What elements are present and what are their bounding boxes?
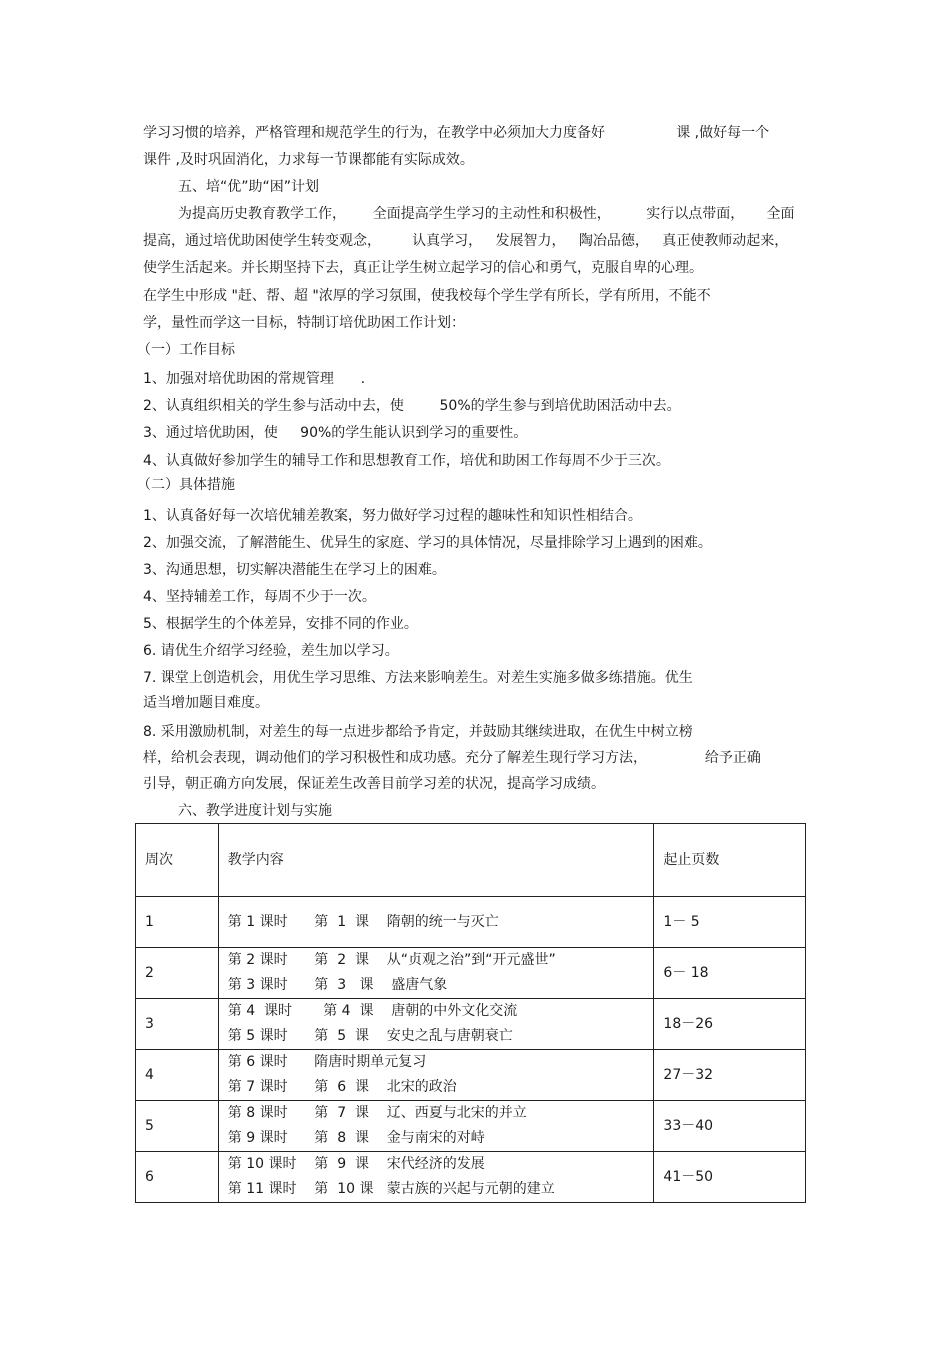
table-row <box>136 1050 806 1101</box>
lesson-line: 第 3 课时 第 3 课 盛唐气象 <box>227 977 448 993</box>
pages-cell: 1－ 5 <box>654 897 806 948</box>
lesson-line: 第 9 课时 第 8 课 金与南宋的对峙 <box>227 1130 485 1146</box>
list-item-continued: 适当增加题目难度。 <box>143 695 269 711</box>
paragraph-line: 提高，通过培优助困使学生转变观念， 认真学习， 发展智力， 陶冶品德， 真正使教师动起来， <box>143 233 789 249</box>
header-week: 周次 <box>136 824 219 897</box>
list-item: 3、通过培优助困，使 90%的学生能认识到学习的重要性。 <box>143 425 528 441</box>
paragraph-line: 课件 ,及时巩固消化，力求每一节课都能有实际成效。 <box>143 152 474 168</box>
content-cell <box>218 1050 654 1101</box>
paragraph-line: 学习习惯的培养，严格管理和规范学生的行为，在教学中必须加大力度备好 课 ,做好每一个 <box>143 125 770 141</box>
paragraph-line: 使学生活起来。并长期坚持下去，真正让学生树立起学习的信心和勇气，克服自卑的心理。 <box>143 260 703 276</box>
list-item: 7. 课堂上创造机会，用优生学习思维、方法来影响差生。对差生实施多做多练措施。优生 <box>143 670 693 686</box>
content-cell <box>218 999 654 1050</box>
pages-cell: 6－ 18 <box>654 948 806 999</box>
list-item: 8. 采用激励机制，对差生的每一点进步都给予肯定，并鼓励其继续进取，在优生中树立榜 <box>143 724 693 740</box>
week-cell: 1 <box>136 897 219 948</box>
list-item: 4、坚持辅差工作，每周不少于一次。 <box>143 589 376 605</box>
list-item: 1、认真备好每一次培优辅差教案，努力做好学习过程的趣味性和知识性相结合。 <box>143 508 642 524</box>
lesson-line: 第 4 课时 第 4 课 唐朝的中外文化交流 <box>227 1003 518 1019</box>
list-item-continued: 引导，朝正确方向发展，保证差生改善目前学习差的状况，提高学习成绩。 <box>143 776 605 792</box>
pages-cell: 18－26 <box>654 999 806 1050</box>
schedule-table <box>135 823 806 1203</box>
lesson-line: 第 11 课时 第 10 课 蒙古族的兴起与元朝的建立 <box>227 1181 555 1197</box>
pages-cell: 27－32 <box>654 1050 806 1101</box>
lesson-line: 第 10 课时 第 9 课 宋代经济的发展 <box>227 1156 485 1172</box>
paragraph-line: 学，量性而学这一目标，特制订培优助困工作计划： <box>143 315 465 331</box>
subsection-heading: （一）工作目标 <box>137 342 235 358</box>
week-cell: 5 <box>136 1101 219 1152</box>
pages-cell: 33－40 <box>654 1101 806 1152</box>
week-cell: 3 <box>136 999 219 1050</box>
table-row <box>136 999 806 1050</box>
list-item-continued: 样，给机会表现，调动他们的学习积极性和成功感。充分了解差生现行学习方法， 给予正确 <box>143 750 761 766</box>
paragraph-line: 在学生中形成 "赶、帮、超 "浓厚的学习氛围，使我校每个学生学有所长，学有所用，不能不 <box>143 288 711 304</box>
section-heading: 五、培“优”助“困”计划 <box>178 179 320 195</box>
lesson-line: 第 7 课时 第 6 课 北宋的政治 <box>227 1079 457 1095</box>
table-row <box>136 1152 806 1203</box>
list-item: 6. 请优生介绍学习经验，差生加以学习。 <box>143 643 399 659</box>
lesson-line: 第 6 课时 隋唐时期单元复习 <box>227 1054 427 1070</box>
week-cell: 6 <box>136 1152 219 1203</box>
lesson-line: 第 1 课时 第 1 课 隋朝的统一与灭亡 <box>227 913 499 930</box>
table-row <box>136 1101 806 1152</box>
header-pages: 起止页数 <box>654 824 806 897</box>
lesson-line: 第 8 课时 第 7 课 辽、西夏与北宋的并立 <box>227 1105 527 1121</box>
week-cell: 2 <box>136 948 219 999</box>
content-cell <box>218 1152 654 1203</box>
paragraph-line: 为提高历史教育教学工作， 全面提高学生学习的主动性和积极性， 实行以点带面， 全面 <box>178 206 795 222</box>
content-cell <box>218 1101 654 1152</box>
subsection-heading: （二）具体措施 <box>137 477 235 493</box>
table-row <box>136 948 806 999</box>
list-item: 3、沟通思想，切实解决潜能生在学习上的困难。 <box>143 562 446 578</box>
list-item: 2、认真组织相关的学生参与活动中去，使 50%的学生参与到培优助困活动中去。 <box>143 398 681 414</box>
list-item: 4、认真做好参加学生的辅导工作和思想教育工作，培优和助困工作每周不少于三次。 <box>143 453 670 469</box>
content-cell <box>218 897 654 948</box>
list-item: 1、加强对培优助困的常规管理 . <box>143 371 366 387</box>
table-header-row <box>136 824 806 897</box>
week-cell: 4 <box>136 1050 219 1101</box>
content-cell <box>218 948 654 999</box>
list-item: 5、根据学生的个体差异，安排不同的作业。 <box>143 616 418 632</box>
pages-cell: 41－50 <box>654 1152 806 1203</box>
section-heading: 六、教学进度计划与实施 <box>178 803 332 819</box>
header-content: 教学内容 <box>218 824 654 897</box>
list-item: 2、加强交流，了解潜能生、优异生的家庭、学习的具体情况，尽量排除学习上遇到的困难。 <box>143 535 712 551</box>
lesson-line: 第 2 课时 第 2 课 从“贞观之治”到“开元盛世” <box>227 952 556 968</box>
table-row <box>136 897 806 948</box>
lesson-line: 第 5 课时 第 5 课 安史之乱与唐朝衰亡 <box>227 1028 513 1044</box>
